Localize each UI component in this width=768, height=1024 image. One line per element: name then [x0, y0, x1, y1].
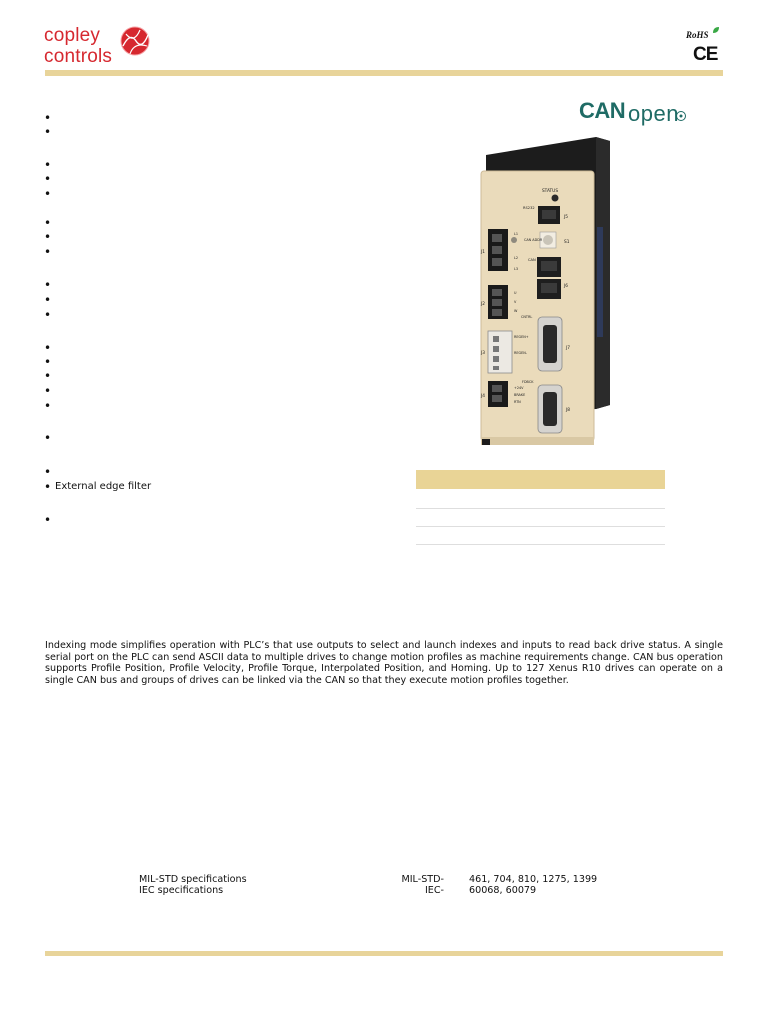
bullet: •	[44, 293, 52, 307]
bullet: •	[44, 513, 52, 527]
bullet: •	[44, 465, 52, 479]
label-j8: J8	[566, 408, 571, 413]
bullet: •	[44, 399, 52, 413]
bullet: •	[44, 341, 52, 355]
label-can-addr: CAN ADDR	[524, 238, 543, 242]
bullet: •	[44, 158, 52, 172]
label-j4: J4	[481, 394, 486, 399]
label-regen-plus: REGEN+	[514, 335, 529, 339]
bullet: •	[44, 125, 52, 139]
leaf-icon	[712, 26, 720, 34]
logo-text-copley: copley	[44, 25, 101, 46]
company-logo	[44, 24, 159, 68]
canopen-logo	[579, 98, 691, 128]
label-rtn: RTN	[514, 400, 521, 404]
bullet: •	[44, 172, 52, 186]
bullet: •	[44, 384, 52, 398]
logo-text-controls: controls	[44, 46, 113, 67]
spec-table-header	[416, 470, 665, 489]
label-j6: J6	[564, 284, 569, 289]
bullet: •	[44, 187, 52, 201]
spec-label-mil-std: MIL-STD specifications	[139, 874, 247, 885]
label-j2: J2	[481, 302, 486, 307]
bullet: •	[44, 480, 52, 494]
label-l3: L3	[514, 267, 519, 271]
label-j1: J1	[481, 250, 486, 255]
bullet: •	[44, 111, 52, 125]
canopen-open-text: open	[628, 101, 679, 126]
label-rs232: RS232	[523, 206, 535, 210]
canopen-can-text: CAN	[579, 98, 626, 123]
ce-mark: CE	[693, 44, 718, 65]
feature-external-edge-filter: External edge filter	[55, 481, 152, 492]
product-image	[478, 137, 618, 449]
spec-prefix-mil-std: MIL-STD-	[401, 874, 444, 885]
label-24v: +24V	[514, 386, 524, 390]
bullet: •	[44, 369, 52, 383]
footer-rule	[45, 951, 723, 956]
spec-values-mil-std: 461, 704, 810, 1275, 1399	[469, 874, 598, 885]
label-u: U	[514, 291, 517, 295]
label-can: CAN	[528, 258, 536, 262]
label-w: W	[514, 309, 518, 313]
canopen-circle-icon	[675, 110, 687, 122]
rohs-label: RoHS	[686, 30, 709, 40]
description-paragraph: Indexing mode simplifies operation with PLC’s that use outputs to select and launch indexes and inputs to read back drive status. A single serial port on the PLC can send ASCII data to multiple drives to change motion profiles as machine requirements change. CAN bus operation supports Profile Position, Profile Velocity, Profile Torque, Interpolated Position, and Homing. Up to 127 Xenus R10 drives can operate on a single CAN bus and groups of drives can be linked via the CAN so that they execute motion profiles together.	[45, 640, 723, 686]
label-l1: L1	[514, 232, 519, 236]
label-j7: J7	[566, 346, 571, 351]
bullet: •	[44, 230, 52, 244]
spec-table-row-divider	[416, 544, 665, 545]
logo-emblem-icon	[118, 24, 152, 58]
spec-values-iec: 60068, 60079	[469, 885, 537, 896]
bullet: •	[44, 278, 52, 292]
label-cntrl: CNTRL	[521, 315, 533, 319]
spec-label-iec: IEC specifications	[139, 885, 224, 896]
label-v: V	[514, 300, 517, 304]
label-j5: J5	[564, 215, 569, 220]
bullet: •	[44, 431, 52, 445]
label-brake: BRAKE	[514, 393, 526, 397]
spec-prefix-iec: IEC-	[424, 885, 444, 896]
label-regen-minus: REGEN-	[514, 351, 528, 355]
label-l2: L2	[514, 256, 519, 260]
bullet: •	[44, 355, 52, 369]
header-rule	[45, 70, 723, 76]
label-status: STATUS	[541, 189, 559, 194]
rohs-mark	[686, 26, 726, 42]
spec-table-row-divider	[416, 526, 665, 527]
label-s1: S1	[564, 240, 570, 245]
spec-table-row-divider	[416, 508, 665, 509]
bullet: •	[44, 308, 52, 322]
bullet: •	[44, 245, 52, 259]
bullet: •	[44, 216, 52, 230]
label-fdbck: FDBCK	[522, 380, 534, 384]
label-j3: J3	[481, 351, 486, 356]
